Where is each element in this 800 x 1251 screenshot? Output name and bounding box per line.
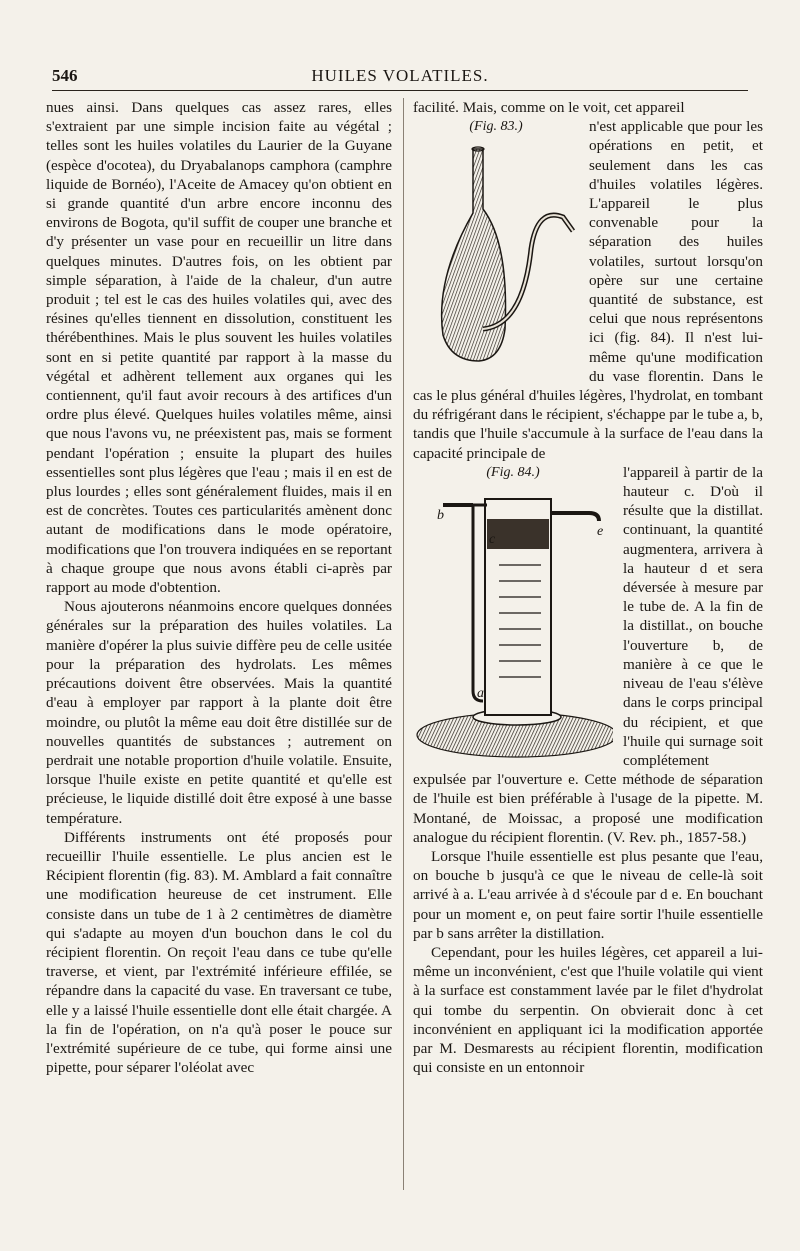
page-number: 546 [52, 66, 78, 85]
fig84-label-b: b [437, 507, 444, 523]
paragraph: nues ainsi. Dans quelques cas assez rares, elles s'extraient par une simple incision faite au végétal ; telles sont les huiles volatiles du Laurier de la Guyane (espèce d'ocotea), du Dryabalanops camphora (camphre liquide de Bornéo), l'Aceite de Amacey qu'on obtient en si grande quantité d'un arbre encore inconnu des environs de Bogota, qu'il suffit de couper une branche et d'y présenter un vase pour en recueillir un litre dans quelques minutes. D'autres fois, on les obtient par simple séparation, à l'aide de la chaleur, d'un autre produit ; tel est le cas des huiles volatiles qui, avec des résines qu'elles tiennent en dissolution, constituent les thérébenthines. Mais le plus souvent les huiles volatiles sont en si petite quantité par rapport à la masse du végétal et adhèrent tellement aux organes qui les contiennent, qu'il faut avoir recours à des artifices d'un ordre plus élevé. Quelques huiles volatiles même, ainsi que nous l'avons vu, ne préexistent pas, mais se forment pendant l'opération ; ensuite la plupart des huiles essentielles sont plus légères que l'eau ; mais il en est de plus lourdes ; elles sont généralement fluides, mais il en est de concrètes. Toutes ces particularités amènent donc autant de modifications dans le mode opératoire, modifications que l'on trouvera indiquées en se reportant à chaque groupe que nous avons établi ci-après par rapport au mode d'obtention. [46, 99, 392, 597]
figure-83 [413, 117, 579, 367]
paragraph: Cependant, pour les huiles légères, cet appareil a lui-même un inconvénient, c'est que l'huile volatile qui vient à la surface est constamment lavée par le filet d'hydrolat qui tombe du serpentin. On obvierait donc à cet inconvénient en appliquant ici la modification apportée par M. Desmarests au récipient florentin, modification qui consiste en un entonnoir [413, 943, 763, 1077]
paragraph-line: facilité. Mais, comme on le voit, cet appareil [413, 99, 685, 116]
paragraph: l'appareil à partir de la hauteur c. D'où il résulte que la distillat. continuant, la quantité augmentera, arrivera à la hauteur d et sera déversée à mesure par le tube de. A la fin de la distillat., on bouche l'ouverture b, de manière à ce que le niveau de l'eau s'élève dans le corps principal du récipient, et que l'huile qui surnage soit complétement expulsée par l'ouverture e. Cette méthode de séparation de l'huile est bien préférable à l'usage de la pipette. M. Montané, de Moissac, a proposé une modification analogue du récipient florentin. (V. Rev. ph., 1857-58.) [413, 463, 763, 846]
left-column [46, 98, 392, 1077]
fig84-label-a: a [477, 685, 484, 701]
paragraph: Lorsque l'huile essentielle est plus pesante que l'eau, on bouche b jusqu'à ce que le niveau de celle-là soit arrivé à a. L'eau arrivée à d s'écoule par d e. En bouchant pour un moment e, on peut faire sortir l'huile essentielle par b sans arrêter la distillation. [413, 847, 763, 942]
paragraph: n'est applicable que pour les opérations en petit, et seulement dans les cas d'huiles volatiles légères. L'appareil le plus convenable pour la séparation des huiles volatiles, surtout lorsqu'on opère sur une certaine quantité de substance, est celui que nous représentons ici (fig. 84). Il n'est lui-même qu'une modification du vase florentin. Dans le cas le plus général d'huiles légères, l'hydrolat, en tombant du réfrigérant dans le récipient, s'échappe par le tube a, b, tandis que l'huile s'accumule à la surface de l'eau dans la capacité principale de [413, 118, 763, 462]
column-rule [403, 98, 404, 1190]
paragraph: Différents instruments ont été proposés pour recueillir l'huile essentielle. Le plus ancien est le Récipient florentin (fig. 83). M. Amblard a fait connaître une modification heureuse de cet instrument. Elle consiste dans un tube de 1 à 2 centimètres de diamètre qui s'adapte au moyen d'un bouchon dans le col du récipient florentin. On reçoit l'eau dans ce tube qu'elle traverse, et vient, par l'extrémité inférieure effilée, se répandre dans la capacité du vase. En traversant ce tube, elle y a laissé l'huile essentielle dont elle était chargée. A la fin de l'opération, on n'a qu'à poser le pouce sur l'extrémité supérieure de ce tube, qui forme ainsi une pipette, pour séparer l'oléolat avec [46, 828, 392, 1077]
right-column [413, 98, 763, 1077]
paragraph: Nous ajouterons néanmoins encore quelques données générales sur la préparation des huiles volatiles. La manière d'opérer la plus suivie diffère peu de celle usitée pour la préparation des hydrolats. Les mêmes précautions doivent être observées. Mais la quantité d'eau à employer par rapport à la plante doit être moindre, ou plutôt la même eau doit être distillée sur de nouvelles quantités de substances ; autrement on perdrait une notable proportion d'huile volatile. Ensuite, lorsque l'huile existe en petite quantité et qu'elle est précieuse, le liquide distillé doit être exposé à une basse température. [46, 598, 392, 827]
fig84-label-e: e [597, 523, 604, 539]
figure-84-caption: (Fig. 84.) [486, 464, 540, 480]
florentine-flask-illustration [413, 139, 579, 367]
figure-84 [413, 463, 613, 763]
fig84-label-c: c [489, 531, 496, 547]
running-title: HUILES VOLATILES. [311, 66, 489, 85]
figure-83-caption: (Fig. 83.) [469, 119, 523, 135]
separating-vessel-illustration [413, 485, 613, 765]
page-header [52, 66, 748, 91]
